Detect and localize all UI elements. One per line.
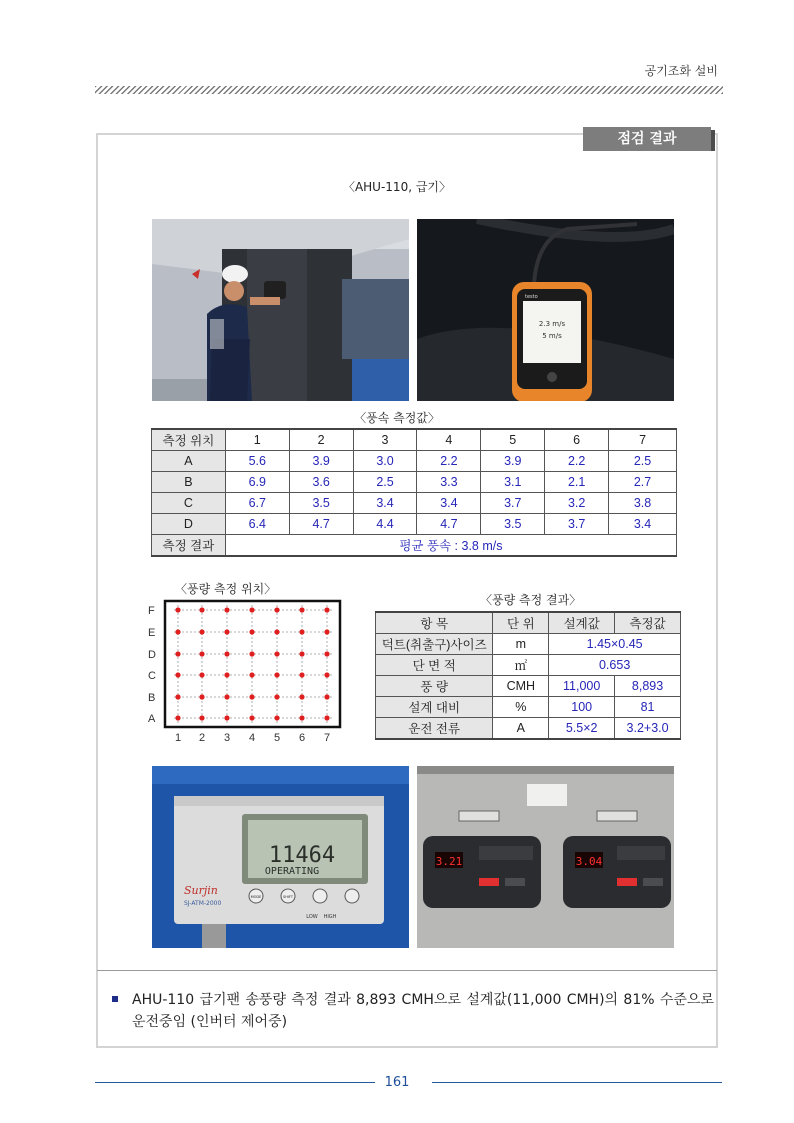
section-tag: 점검 결과	[583, 127, 711, 151]
measurement-point	[299, 672, 304, 677]
table-row	[376, 718, 681, 740]
grid-col-label: 2	[199, 732, 206, 744]
airflow-merged-value: 1.45×0.45	[549, 634, 681, 655]
measurement-point	[199, 629, 204, 634]
airflow-design: 100	[549, 697, 615, 718]
measurement-point	[299, 629, 304, 634]
header-title: 공기조화 설비	[644, 64, 718, 78]
grid-row-label: F	[148, 605, 155, 617]
measurement-point	[199, 651, 204, 656]
measurement-point	[324, 672, 329, 677]
measurement-point	[224, 651, 229, 656]
measurement-point	[199, 694, 204, 699]
velocity-result-label: 측정 결과	[152, 535, 226, 557]
measurement-point	[224, 672, 229, 677]
measurement-point	[224, 607, 229, 612]
measurement-point	[249, 715, 254, 720]
velocity-table	[151, 428, 677, 557]
measurement-point	[274, 715, 279, 720]
velocity-cell: 3.7	[545, 514, 609, 535]
velocity-cell: 3.9	[289, 451, 353, 472]
grid-row-label: B	[148, 692, 156, 704]
velocity-col-header: 5	[481, 429, 545, 451]
measurement-point	[324, 694, 329, 699]
figure-caption: 〈AHU-110, 급기〉	[342, 180, 452, 194]
device-button-low: LOW	[306, 914, 318, 920]
device-button-mode: MODE	[250, 895, 262, 899]
airflow-item: 설계 대비	[376, 697, 493, 718]
measurement-point	[274, 629, 279, 634]
airflow-measured: 81	[615, 697, 681, 718]
velocity-cell: 2.2	[417, 451, 481, 472]
airflow-header: 단 위	[493, 612, 549, 634]
airflow-unit: ㎡	[493, 655, 549, 676]
measurement-point	[249, 629, 254, 634]
measurement-point	[274, 651, 279, 656]
velocity-cell: 3.4	[353, 493, 417, 514]
velocity-cell: 3.8	[609, 493, 677, 514]
photo-worker-measuring	[152, 219, 409, 401]
velocity-cell: 3.2	[545, 493, 609, 514]
photo-inverter-panels	[417, 766, 674, 948]
airflow-header: 측정값	[615, 612, 681, 634]
measurement-point	[249, 694, 254, 699]
airflow-design: 5.5×2	[549, 718, 615, 740]
table-row	[152, 514, 677, 535]
meter-brand: testo	[525, 294, 538, 300]
measurement-point	[299, 651, 304, 656]
airflow-header: 설계값	[549, 612, 615, 634]
measurement-point	[299, 607, 304, 612]
airflow-item: 덕트(취출구)사이즈	[376, 634, 493, 655]
page-number: 161	[384, 1075, 410, 1090]
velocity-col-header: 3	[353, 429, 417, 451]
velocity-cell: 2.1	[545, 472, 609, 493]
velocity-cell: 2.2	[545, 451, 609, 472]
velocity-cell: 2.7	[609, 472, 677, 493]
measurement-point	[175, 715, 180, 720]
grid-row-label: C	[148, 670, 156, 682]
grid-row-label: A	[148, 713, 156, 725]
grid-row-label: E	[148, 627, 156, 639]
airflow-design: 11,000	[549, 676, 615, 697]
conclusion-separator	[97, 970, 717, 971]
velocity-cell: 4.7	[417, 514, 481, 535]
measurement-point	[324, 715, 329, 720]
measurement-grid-figure	[146, 597, 346, 744]
measurement-point	[199, 715, 204, 720]
measurement-point	[199, 672, 204, 677]
table-row	[152, 472, 677, 493]
velocity-result-value: 평균 풍속 : 3.8 m/s	[225, 535, 676, 557]
table-row	[152, 451, 677, 472]
airflow-table-caption: 〈풍량 측정 결과〉	[480, 593, 582, 607]
panel-right-display: 3.04	[575, 855, 603, 868]
lcd-value: 11464	[268, 843, 336, 868]
measurement-point	[324, 607, 329, 612]
footer-line-right	[432, 1082, 722, 1083]
velocity-corner-header: 측정 위치	[152, 429, 226, 451]
measurement-point	[274, 672, 279, 677]
velocity-cell: 4.4	[353, 514, 417, 535]
table-row	[152, 535, 677, 557]
airflow-item: 풍 량	[376, 676, 493, 697]
grid-col-label: 1	[175, 732, 182, 744]
velocity-cell: 4.7	[289, 514, 353, 535]
velocity-col-header: 6	[545, 429, 609, 451]
measurement-point	[175, 651, 180, 656]
meter-reading-2: 5 m/s	[542, 332, 562, 340]
photo-airflow-monitor	[152, 766, 409, 948]
velocity-cell: 3.4	[609, 514, 677, 535]
grid-figure-caption: 〈풍량 측정 위치〉	[175, 582, 277, 596]
conclusion-body: AHU-110 급기팬 송풍량 측정 결과 8,893 CMH으로 설계값(11,000 CMH)의 81% 수준으로 운전중임 (인버터 제어중)	[132, 992, 714, 1030]
footer-line-left	[95, 1082, 375, 1083]
velocity-col-header: 4	[417, 429, 481, 451]
table-row	[152, 493, 677, 514]
measurement-point	[249, 607, 254, 612]
panel-left-display: 3.21	[435, 855, 463, 868]
grid-col-label: 6	[299, 732, 306, 744]
velocity-cell: 3.3	[417, 472, 481, 493]
velocity-cell: 3.7	[481, 493, 545, 514]
airflow-header: 항 목	[376, 612, 493, 634]
measurement-point	[224, 629, 229, 634]
meter-reading-1: 2.3 m/s	[538, 320, 566, 328]
device-brand: Surjin	[184, 884, 218, 897]
velocity-cell: 5.6	[225, 451, 289, 472]
table-row	[376, 676, 681, 697]
velocity-cell: 2.5	[609, 451, 677, 472]
measurement-point	[324, 651, 329, 656]
measurement-point	[175, 629, 180, 634]
velocity-cell: 3.1	[481, 472, 545, 493]
table-row	[376, 697, 681, 718]
airflow-unit: %	[493, 697, 549, 718]
velocity-row-label: B	[152, 472, 226, 493]
velocity-col-header: 1	[225, 429, 289, 451]
velocity-cell: 3.9	[481, 451, 545, 472]
measurement-point	[224, 694, 229, 699]
measurement-point	[175, 694, 180, 699]
airflow-item: 단 면 적	[376, 655, 493, 676]
measurement-point	[274, 694, 279, 699]
velocity-cell: 2.5	[353, 472, 417, 493]
table-row	[376, 634, 681, 655]
velocity-cell: 3.4	[417, 493, 481, 514]
measurement-point	[274, 607, 279, 612]
velocity-cell: 6.9	[225, 472, 289, 493]
velocity-row-label: D	[152, 514, 226, 535]
conclusion-text	[112, 989, 714, 1033]
velocity-cell: 3.6	[289, 472, 353, 493]
grid-col-label: 5	[274, 732, 281, 744]
table-row	[376, 655, 681, 676]
velocity-cell: 6.7	[225, 493, 289, 514]
measurement-point	[199, 607, 204, 612]
airflow-unit: A	[493, 718, 549, 740]
grid-col-label: 7	[324, 732, 331, 744]
airflow-merged-value: 0.653	[549, 655, 681, 676]
airflow-unit: CMH	[493, 676, 549, 697]
measurement-point	[175, 607, 180, 612]
airflow-unit: m	[493, 634, 549, 655]
measurement-point	[324, 629, 329, 634]
grid-row-label: D	[148, 649, 156, 661]
grid-col-label: 4	[249, 732, 256, 744]
measurement-point	[249, 651, 254, 656]
velocity-table-caption: 〈풍속 측정값〉	[354, 411, 440, 425]
airflow-measured: 3.2+3.0	[615, 718, 681, 740]
device-button-shift: SHIFT	[283, 895, 293, 899]
measurement-point	[249, 672, 254, 677]
velocity-cell: 3.0	[353, 451, 417, 472]
measurement-point	[175, 672, 180, 677]
airflow-table	[375, 611, 681, 740]
grid-col-label: 3	[224, 732, 231, 744]
measurement-point	[299, 715, 304, 720]
airflow-measured: 8,893	[615, 676, 681, 697]
lcd-status: OPERATING	[264, 866, 320, 877]
header-hatch-rule	[95, 86, 723, 94]
velocity-col-header: 7	[609, 429, 677, 451]
device-model: SJ-ATM-2000	[184, 900, 222, 907]
photo-anemometer	[417, 219, 674, 401]
measurement-point	[299, 694, 304, 699]
velocity-col-header: 2	[289, 429, 353, 451]
measurement-point	[224, 715, 229, 720]
velocity-row-label: C	[152, 493, 226, 514]
device-button-high: HIGH	[323, 914, 337, 920]
velocity-cell: 6.4	[225, 514, 289, 535]
velocity-row-label: A	[152, 451, 226, 472]
velocity-cell: 3.5	[289, 493, 353, 514]
airflow-item: 운전 전류	[376, 718, 493, 740]
velocity-cell: 3.5	[481, 514, 545, 535]
